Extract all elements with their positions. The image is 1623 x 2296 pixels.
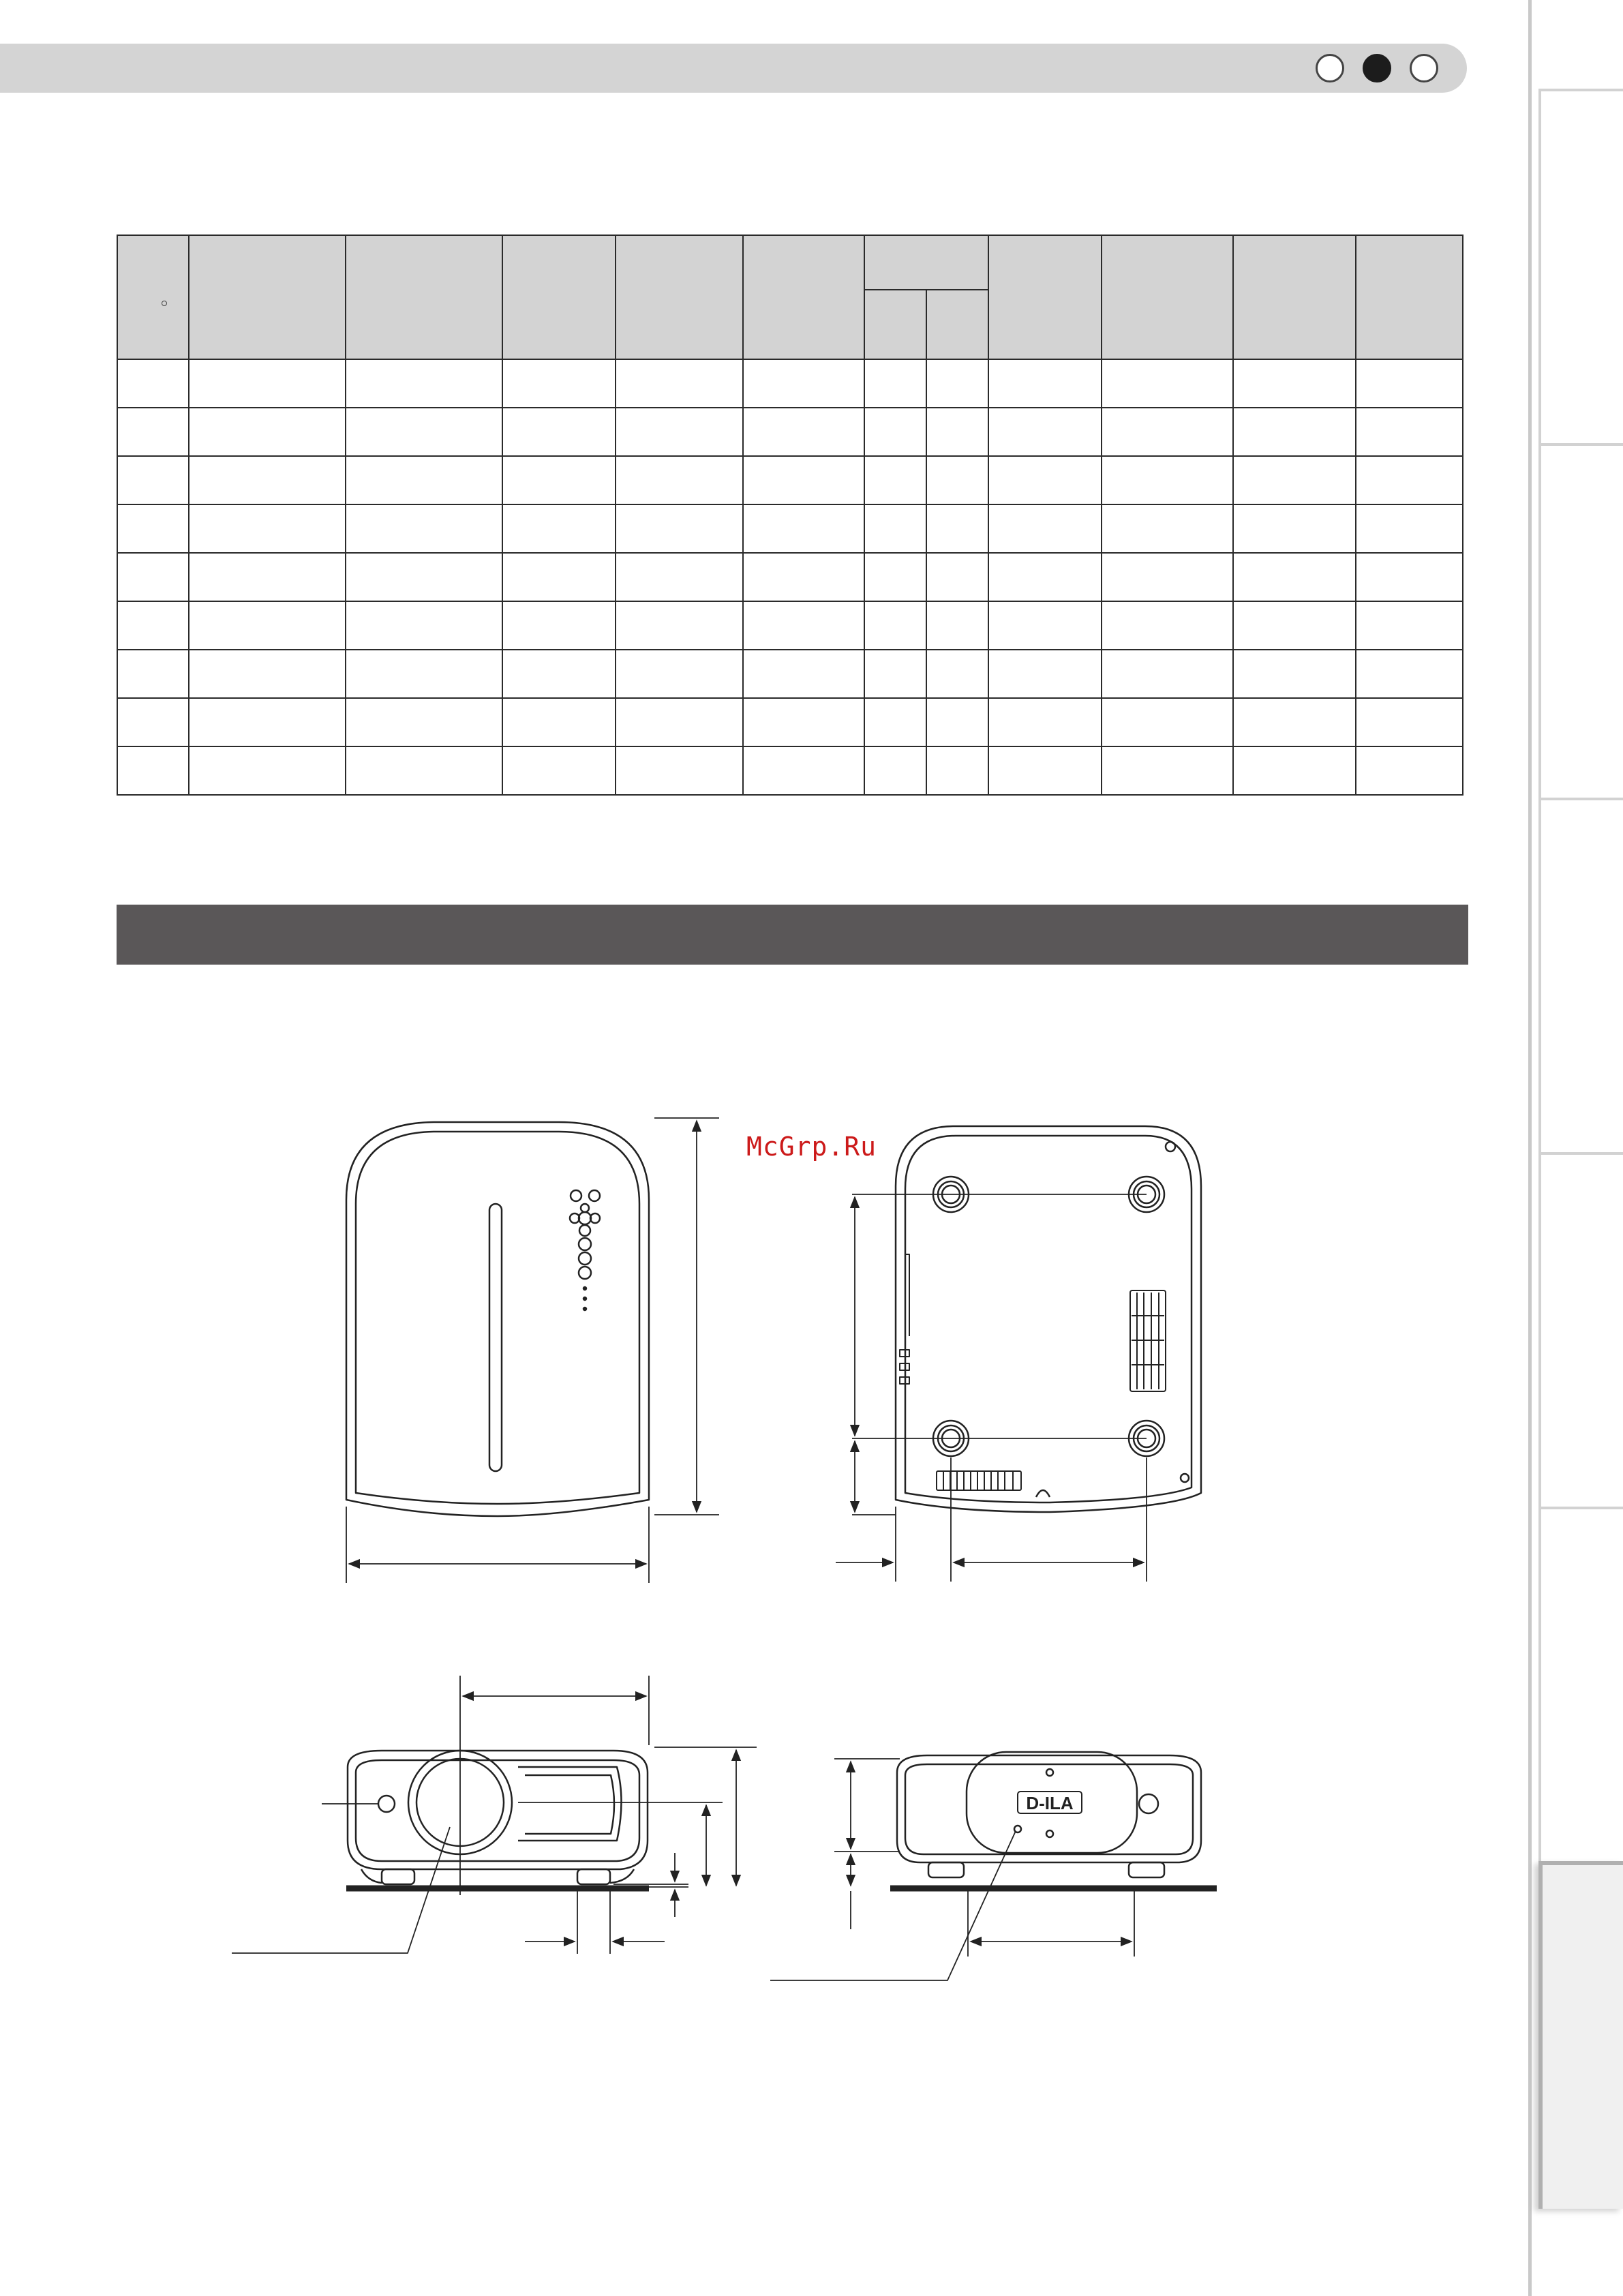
- top-view-drawing: [346, 1118, 719, 1583]
- bottom-view-drawing: [836, 1126, 1201, 1582]
- dila-logo: [1018, 1792, 1082, 1813]
- front-view-drawing: [232, 1676, 757, 1954]
- watermark: McGrp.Ru: [746, 1132, 877, 1162]
- rear-view-drawing: [770, 1752, 1217, 1980]
- dila-logo-text: D-ILA: [1026, 1793, 1074, 1813]
